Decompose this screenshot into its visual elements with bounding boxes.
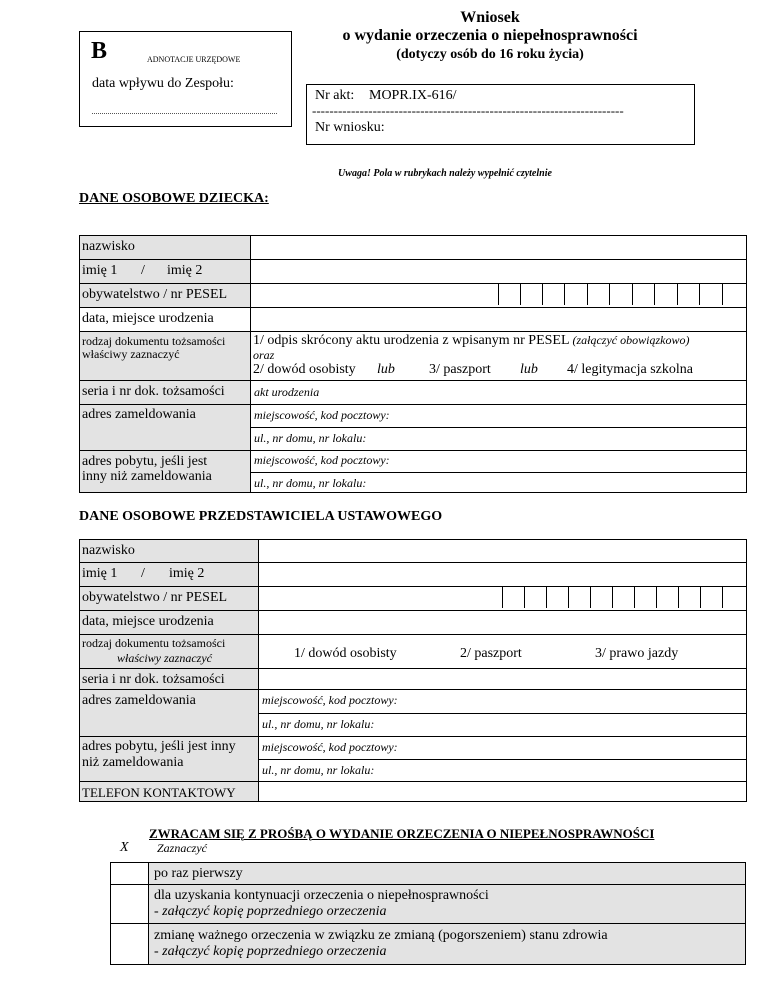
child-second-name-label: imię 2: [167, 263, 203, 278]
child-doc-option-birth-cert-text: 1/ odpis skrócony aktu urodzenia z wpisanym nr PESEL: [253, 333, 569, 348]
request-mark-hint: Zaznaczyć: [157, 841, 207, 855]
child-stay-address-label: adres pobytu, jeśli jest: [82, 454, 208, 469]
request-change-label: zmianę ważnego orzeczenia w związku ze zmianą (pogorszeniem) stanu zdrowia: [154, 928, 608, 943]
request-change-note: - załączyć kopię poprzedniego orzeczenia: [154, 944, 387, 959]
child-doc-option-school-id[interactable]: 4/ legitymacja szkolna: [567, 362, 693, 377]
request-continuation-checkbox[interactable]: [111, 885, 147, 922]
child-section-heading: DANE OSOBOWE DZIECKA:: [79, 191, 269, 206]
guardian-stay-address-label-2: niż zameldowania: [82, 755, 184, 770]
guardian-pesel-field[interactable]: [503, 588, 745, 609]
guardian-surname-label: nazwisko: [82, 543, 135, 558]
child-registered-town-field[interactable]: miejscowość, kod pocztowy:: [254, 408, 390, 422]
request-change-checkbox[interactable]: [111, 924, 147, 964]
request-heading: ZWRACAM SIĘ Z PROŚBĄ O WYDANIE ORZECZENIA O NIEPEŁNOSPRAWNOŚCI: [149, 826, 655, 841]
received-date-label: data wpływu do Zespołu:: [92, 76, 234, 91]
child-doc-option-passport[interactable]: 3/ paszport: [429, 362, 491, 377]
guardian-registered-town-field[interactable]: miejscowość, kod pocztowy:: [262, 693, 398, 707]
guardian-registered-street-field[interactable]: ul., nr domu, nr lokalu:: [262, 717, 375, 731]
received-date-field[interactable]: [92, 113, 277, 114]
child-citizenship-field[interactable]: [252, 285, 496, 306]
guardian-doc-option-id-card[interactable]: 1/ dowód osobisty: [294, 646, 397, 661]
guardian-phone-field[interactable]: [260, 783, 745, 801]
mark-column-header: X: [120, 840, 129, 855]
annotation-label: ADNOTACJE URZĘDOWE: [147, 55, 241, 64]
guardian-stay-address-label: adres pobytu, jeśli jest inny: [82, 739, 236, 754]
form-scope: (dotyczy osób do 16 roku życia): [396, 47, 584, 62]
mandatory-attachment-note: (załączyć obowiązkowo): [572, 333, 690, 347]
guardian-doc-type-hint: właściwy zaznaczyć: [117, 651, 212, 665]
child-birth-label: data, miejsce urodzenia: [82, 311, 214, 326]
child-doc-option-birth-cert[interactable]: [253, 333, 689, 349]
guardian-stay-street-field[interactable]: ul., nr domu, nr lokalu:: [262, 763, 375, 777]
guardian-doc-option-passport[interactable]: 2/ paszport: [460, 646, 522, 661]
guardian-pesel-label: obywatelstwo / nr PESEL: [82, 590, 228, 605]
guardian-birth-label: data, miejsce urodzenia: [82, 614, 214, 629]
request-continuation-label: dla uzyskania kontynuacji orzeczenia o niepełnosprawności: [154, 888, 489, 903]
fill-notice: Uwaga! Pola w rubrykach należy wypełnić czytelnie: [338, 168, 552, 179]
form-subtitle: o wydanie orzeczenia o niepełnosprawności: [342, 27, 638, 44]
guardian-doc-number-field[interactable]: [260, 670, 745, 688]
guardian-phone-label: TELEFON KONTAKTOWY: [82, 785, 236, 800]
request-first-time-label: po raz pierwszy: [154, 866, 243, 881]
request-continuation-note: - załączyć kopię poprzedniego orzeczenia: [154, 904, 387, 919]
guardian-section-heading: DANE OSOBOWE PRZEDSTAWICIELA USTAWOWEGO: [79, 509, 443, 524]
child-first-name-label: imię 1: [82, 263, 118, 278]
child-names-field[interactable]: [252, 261, 745, 282]
child-registered-street-field[interactable]: ul., nr domu, nr lokalu:: [254, 431, 367, 445]
guardian-stay-town-field[interactable]: miejscowość, kod pocztowy:: [262, 740, 398, 754]
child-stay-address-label-2: inny niż zameldowania: [82, 469, 212, 484]
case-number-label: Nr akt:: [315, 88, 355, 103]
child-doc-type-label: rodzaj dokumentu tożsamości: [82, 334, 226, 348]
guardian-doc-type-label: rodzaj dokumentu tożsamości: [82, 636, 226, 650]
child-surname-label: nazwisko: [82, 239, 135, 254]
child-birth-field[interactable]: [252, 309, 745, 330]
child-stay-street-field[interactable]: ul., nr domu, nr lokalu:: [254, 476, 367, 490]
form-variant-letter: B: [91, 38, 108, 64]
request-first-time-checkbox[interactable]: [111, 863, 147, 883]
doc-and-conjunction: oraz: [253, 348, 275, 362]
or-conjunction: lub: [520, 362, 538, 377]
guardian-names-field[interactable]: [260, 564, 745, 585]
name-separator: /: [141, 263, 145, 278]
child-registered-address-label: adres zameldowania: [82, 407, 196, 422]
guardian-doc-number-label: seria i nr dok. tożsamości: [82, 672, 225, 687]
case-number-separator: ------------------------------------------------------------------------: [312, 103, 624, 118]
name-separator: /: [141, 566, 145, 581]
guardian-first-name-label: imię 1: [82, 566, 118, 581]
case-number-value: MOPR.IX-616/: [369, 88, 457, 103]
form-title: Wniosek: [460, 9, 520, 26]
guardian-birth-field[interactable]: [260, 612, 745, 633]
child-doc-number-hint[interactable]: akt urodzenia: [254, 385, 320, 399]
request-number-label: Nr wniosku:: [315, 120, 385, 135]
guardian-surname-field[interactable]: [260, 541, 745, 561]
guardian-citizenship-field[interactable]: [260, 588, 500, 609]
guardian-registered-address-label: adres zameldowania: [82, 693, 196, 708]
guardian-doc-option-driving-licence[interactable]: 3/ prawo jazdy: [595, 646, 679, 661]
child-pesel-field[interactable]: [499, 285, 745, 306]
or-conjunction: lub: [377, 362, 395, 377]
child-doc-type-hint: właściwy zaznaczyć: [82, 347, 180, 361]
child-stay-town-field[interactable]: miejscowość, kod pocztowy:: [254, 453, 390, 467]
child-pesel-label: obywatelstwo / nr PESEL: [82, 287, 228, 302]
child-doc-number-label: seria i nr dok. tożsamości: [82, 384, 225, 399]
child-surname-field[interactable]: [252, 237, 745, 258]
guardian-second-name-label: imię 2: [169, 566, 205, 581]
child-doc-option-id-card[interactable]: 2/ dowód osobisty: [253, 362, 356, 377]
